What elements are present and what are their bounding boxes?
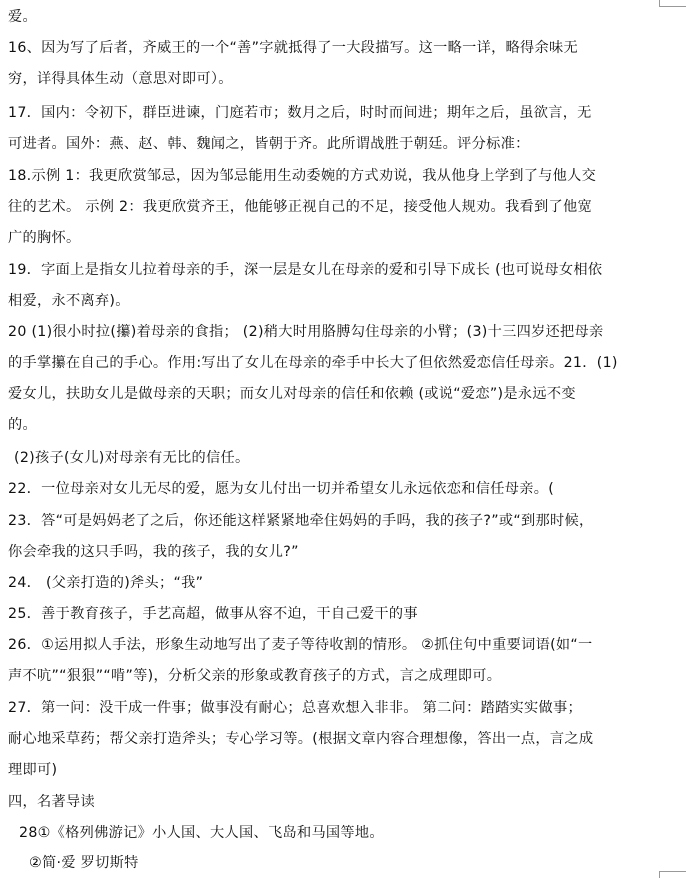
answer-18-line: 18.示例 1：我更欣赏邹忌，因为邹忌能用生动委婉的方式劝说，我从他身上学到了与他人交 [8,168,597,184]
answer-27-line: 理即可) [8,762,58,778]
section-heading: 四，名著导读 [8,794,95,810]
text-line: 爱。 [8,9,37,25]
answer-26-line: 26．①运用拟人手法，形象生动地写出了麦子等待收割的情形。 ②抓住句中重要词语(如“一 [8,637,593,653]
answer-24-line: 24． (父亲打造的)斧头；“我” [8,575,204,591]
answer-27-line: 耐心地采草药；帮父亲打造斧头；专心学习等。(根据文章内容合理想像，答出一点，言之成 [8,731,594,747]
answer-16-line: 16、因为写了后者，齐威王的一个“善”字就抵得了一大段描写。这一略一详，略得余味无 [8,40,578,56]
answer-17-line: 17．国内：令初下，群臣进谏，门庭若市；数月之后，时时而间进；期年之后，虽欲言，无 [8,105,592,121]
answer-28-line: ②简·爱 罗切斯特 [29,855,139,871]
page-corner-mark-bottom [659,871,686,878]
answer-27-line: 27．第一问：没干成一件事；做事没有耐心；总喜欢想入非非。 第二问：踏踏实实做事； [8,700,582,716]
answer-25-line: 25．善于教育孩子，手艺高超，做事从容不迫，干自己爱干的事 [8,606,418,622]
answer-26-line: 声不吭”“狠狠”“啃”等)，分析父亲的形象或教育孩子的方式，言之成理即可。 [8,668,502,684]
answer-18-line: 广的胸怀。 [8,230,81,246]
answer-19-line: 19．字面上是指女儿拉着母亲的手，深一层是女儿在母亲的爱和引导下成长 (也可说母女相依 [8,262,603,278]
answer-20-line: 20 (1)很小时拉(攥)着母亲的食指； (2)稍大时用胳膊勾住母亲的小臂；(3)十三四岁还把母亲 [8,324,604,340]
answer-23-line: 你会牵我的这只手吗，我的孩子，我的女儿?” [8,544,299,560]
answer-17-line: 可进者。国外：燕、赵、韩、魏闻之，皆朝于齐。此所谓战胜于朝廷。评分标准： [8,136,530,152]
answer-21-line: 爱女儿，扶助女儿是做母亲的天职；而女儿对母亲的信任和依赖 (或说“爱恋”)是永远不变 [8,386,576,402]
answer-28-line: 28①《格列佛游记》小人国、大人国、飞岛和马国等地。 [19,825,384,841]
answer-16-line: 穷，详得具体生动（意思对即可）。 [8,71,233,87]
answer-22-line: 22．一位母亲对女儿无尽的爱，愿为女儿付出一切并希望女儿永远依恋和信任母亲。( [8,481,555,497]
answer-21-line: 的。 [8,417,37,433]
answer-21-line: (2)孩子(女儿)对母亲有无比的信任。 [14,450,250,466]
answer-23-line: 23．答“可是妈妈老了之后，你还能这样紧紧地牵住妈妈的手吗，我的孩子?”或“到那时候， [8,513,594,529]
answer-20-21-line: 的手掌攥在自己的手心。作用:写出了女儿在母亲的牵手中长大了但依然爱恋信任母亲。21．(1) [8,355,618,371]
answer-18-line: 往的艺术。 示例 2：我更欣赏齐王，他能够正视自己的不足，接受他人规劝。我看到了他宽 [8,199,592,215]
answer-19-line: 相爱，永不离弃)。 [8,293,130,309]
